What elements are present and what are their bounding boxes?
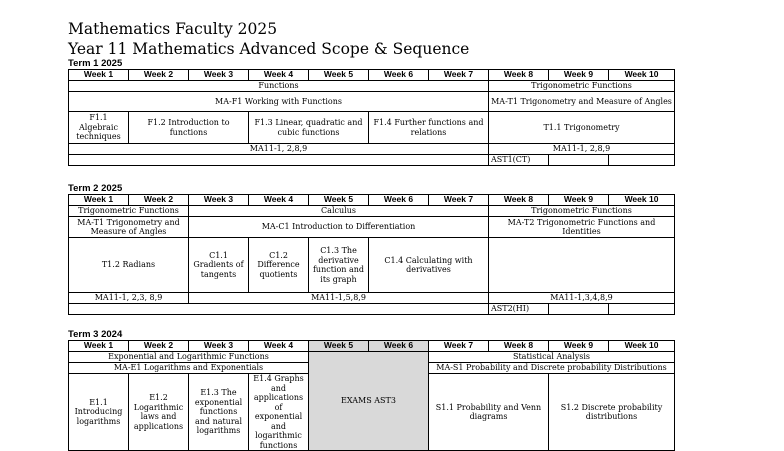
term3-label: Term 3 2024 [68,329,123,340]
assessment-cell: AST2(HI) [489,304,549,315]
content-cell: T1.1 Trigonometry [489,112,675,144]
subtopic-cell: MA-T2 Trigonometric Functions and Identities [489,217,675,238]
term1-table [68,69,675,166]
week-header: Week 1 [69,341,129,352]
content-cell: E1.4 Graphs and applications of exponential and logarithmic functions [249,374,309,451]
faculty-title: Mathematics Faculty 2025 [68,20,278,38]
topic-cell: Exponential and Logarithmic Functions [69,352,309,363]
week-header: Week 4 [249,195,309,206]
week-header: Week 5 [309,70,369,81]
content-cell: F1.2 Introduction to functions [129,112,249,144]
content-cell: E1.3 The exponential functions and natural logarithms [189,374,249,451]
week-header: Week 4 [249,70,309,81]
content-cell: T1.2 Radians [69,238,189,293]
week-header: Week 10 [609,70,675,81]
assessment-cell: AST1(CT) [489,155,549,166]
assessment-cell [609,304,675,315]
week-header: Week 8 [489,195,549,206]
week-header: Week 6 [369,195,429,206]
content-cell: F1.3 Linear, quadratic and cubic functions [249,112,369,144]
week-header: Week 2 [129,195,189,206]
subtopic-cell: MA-F1 Working with Functions [69,92,489,112]
content-cell: F1.1 Algebraic techniques [69,112,129,144]
topic-cell: Statistical Analysis [429,352,675,363]
week-header: Week 5 [309,195,369,206]
week-header: Week 4 [249,341,309,352]
exams-cell: EXAMS AST3 [309,352,429,451]
week-header: Week 3 [189,341,249,352]
week-header: Week 6 [369,341,429,352]
week-header: Week 7 [429,195,489,206]
week-header: Week 5 [309,341,369,352]
assessment-cell [69,304,489,315]
content-cell: S1.1 Probability and Venn diagrams [429,374,549,451]
topic-cell: Trigonometric Functions [69,206,189,217]
week-header: Week 8 [489,70,549,81]
outcomes-cell: MA11-1, 2,8,9 [69,144,489,155]
term3-table [68,340,675,451]
term2-table [68,194,675,315]
assessment-cell [549,304,609,315]
week-header: Week 1 [69,195,129,206]
outcomes-cell: MA11-1,5,8,9 [189,293,489,304]
week-header: Week 7 [429,70,489,81]
outcomes-cell: MA11-1, 2,8,9 [489,144,675,155]
content-cell: C1.1 Gradients of tangents [189,238,249,293]
assessment-cell [69,155,489,166]
topic-cell: Functions [69,81,489,92]
week-header: Week 3 [189,195,249,206]
assessment-cell [609,155,675,166]
week-header: Week 9 [549,341,609,352]
topic-cell: Calculus [189,206,489,217]
week-header: Week 9 [549,70,609,81]
content-cell: C1.2 Difference quotients [249,238,309,293]
content-cell: S1.2 Discrete probability distributions [549,374,675,451]
assessment-cell [549,155,609,166]
content-cell: C1.3 The derivative function and its graph [309,238,369,293]
week-header: Week 7 [429,341,489,352]
subtopic-cell: MA-S1 Probability and Discrete probability Distributions [429,363,675,374]
outcomes-cell: MA11-1,3,4,8,9 [489,293,675,304]
term1-label: Term 1 2025 [68,58,123,69]
subtopic-cell: MA-T1 Trigonometry and Measure of Angles [489,92,675,112]
week-header: Week 6 [369,70,429,81]
document-title: Year 11 Mathematics Advanced Scope & Sequence [68,40,470,58]
outcomes-cell: MA11-1, 2,3, 8,9 [69,293,189,304]
subtopic-cell: MA-T1 Trigonometry and Measure of Angles [69,217,189,238]
week-header: Week 10 [609,341,675,352]
week-header: Week 10 [609,195,675,206]
content-cell: F1.4 Further functions and relations [369,112,489,144]
week-header: Week 2 [129,341,189,352]
week-header: Week 8 [489,341,549,352]
term2-label: Term 2 2025 [68,183,123,194]
topic-cell: Trigonometric Functions [489,81,675,92]
content-cell: C1.4 Calculating with derivatives [369,238,489,293]
content-cell [489,238,675,293]
content-cell: E1.2 Logarithmic laws and applications [129,374,189,451]
week-header: Week 2 [129,70,189,81]
subtopic-cell: MA-C1 Introduction to Differentiation [189,217,489,238]
week-header: Week 3 [189,70,249,81]
week-header: Week 1 [69,70,129,81]
content-cell: E1.1 Introducing logarithms [69,374,129,451]
week-header: Week 9 [549,195,609,206]
subtopic-cell: MA-E1 Logarithms and Exponentials [69,363,309,374]
topic-cell: Trigonometric Functions [489,206,675,217]
